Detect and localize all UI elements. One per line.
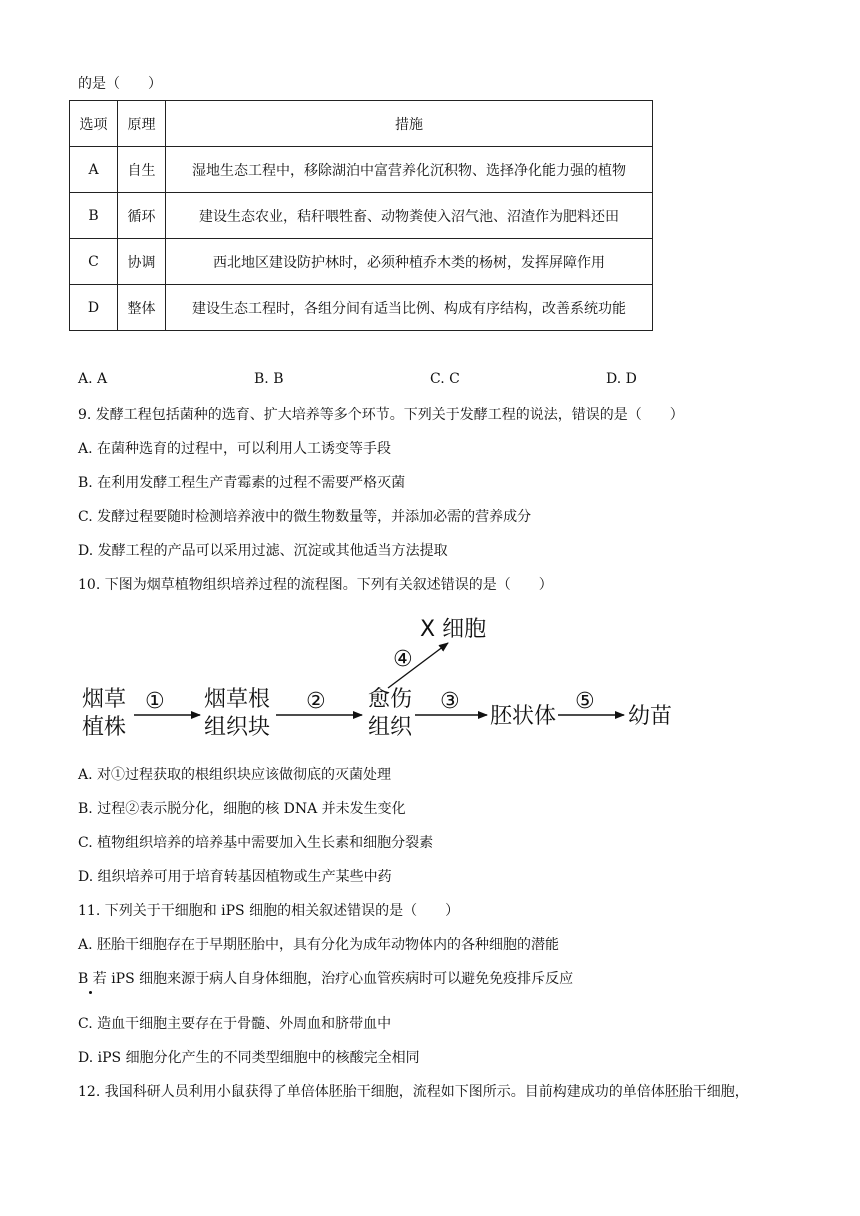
step-3-label: ③ — [440, 689, 460, 714]
q11-option-a: A. 胚胎干细胞存在于早期胚胎中，具有分化为成年动物体内的各种细胞的潜能 — [78, 937, 560, 953]
q11-option-b: B 若 iPS 细胞来源于病人自身体细胞，治疗心血管疾病时可以避免免疫排斥反应 — [78, 971, 574, 987]
table-cell-principle: 循环 — [118, 193, 166, 239]
table-cell-principle: 整体 — [118, 285, 166, 331]
step-5-label: ⑤ — [575, 689, 595, 714]
node-x-cell: X 细胞 — [420, 617, 487, 642]
q10-option-b: B. 过程②表示脱分化，细胞的核 DNA 并未发生变化 — [78, 801, 406, 817]
node-root-tissue-l2: 组织块 — [204, 715, 271, 740]
q10-option-a: A. 对①过程获取的根组织块应该做彻底的灭菌处理 — [78, 767, 392, 783]
table-cell-principle: 自生 — [118, 147, 166, 193]
table-row — [70, 239, 653, 285]
table-row — [70, 285, 653, 331]
table-header-row — [70, 101, 653, 147]
q8-options-table — [69, 100, 653, 331]
table-header-cell: 措施 — [166, 101, 653, 147]
step-1-label: ① — [145, 689, 165, 714]
table-cell-option: C — [70, 239, 118, 285]
table-cell-option: B — [70, 193, 118, 239]
table-cell-measure: 湿地生态工程中，移除湖泊中富营养化沉积物、选择净化能力强的植物 — [166, 147, 653, 193]
q11-stem: 11. 下列关于干细胞和 iPS 细胞的相关叙述错误的是（ ） — [78, 903, 460, 919]
node-embryoid: 胚状体 — [490, 704, 557, 729]
q11-option-c: C. 造血干细胞主要存在于骨髓、外周血和脐带血中 — [78, 1016, 392, 1032]
table-cell-option: D — [70, 285, 118, 331]
flowchart-diagram — [0, 600, 860, 750]
q11-option-d: D. iPS 细胞分化产生的不同类型细胞中的核酸完全相同 — [78, 1050, 420, 1066]
q12-stem: 12. 我国科研人员利用小鼠获得了单倍体胚胎干细胞，流程如下图所示。目前构建成功的单倍体胚胎干细胞， — [78, 1084, 749, 1100]
table-row — [70, 147, 653, 193]
q9-stem: 9. 发酵工程包括菌种的选育、扩大培养等多个环节。下列关于发酵工程的说法，错误的是（ ） — [78, 407, 684, 423]
q10-option-c: C. 植物组织培养的培养基中需要加入生长素和细胞分裂素 — [78, 835, 434, 851]
node-callus-l2: 组织 — [368, 715, 413, 740]
step-4-label: ④ — [393, 647, 413, 672]
q9-option-b: B. 在利用发酵工程生产青霉素的过程不需要严格灭菌 — [78, 475, 406, 491]
q8-choice-b: B. B — [254, 371, 284, 387]
node-tobacco-plant-l2: 植株 — [82, 715, 127, 740]
q8-choice-a: A. A — [78, 371, 108, 387]
table-cell-measure: 西北地区建设防护林时，必须种植乔木类的杨树，发挥屏障作用 — [166, 239, 653, 285]
table-cell-measure: 建设生态农业，秸秆喂牲畜、动物粪使入沼气池、沼渣作为肥料还田 — [166, 193, 653, 239]
table-header-cell: 原理 — [118, 101, 166, 147]
q10-option-d: D. 组织培养可用于培育转基因植物或生产某些中药 — [78, 869, 392, 885]
table-cell-principle: 协调 — [118, 239, 166, 285]
node-callus-l1: 愈伤 — [368, 687, 413, 712]
q8-choice-c: C. C — [430, 371, 460, 387]
q8-choice-d: D. D — [606, 371, 637, 387]
q9-option-c: C. 发酵过程要随时检测培养液中的微生物数量等，并添加必需的营养成分 — [78, 509, 532, 525]
table-row — [70, 193, 653, 239]
q9-option-d: D. 发酵工程的产品可以采用过滤、沉淀或其他适当方法提取 — [78, 543, 448, 559]
table-cell-option: A — [70, 147, 118, 193]
step-2-label: ② — [306, 689, 326, 714]
node-seedling: 幼苗 — [628, 704, 673, 729]
table-header-cell: 选项 — [70, 101, 118, 147]
stray-dot — [89, 991, 92, 994]
node-root-tissue-l1: 烟草根 — [204, 687, 271, 712]
node-tobacco-plant-l1: 烟草 — [82, 687, 127, 712]
q9-option-a: A. 在菌种选育的过程中，可以利用人工诱变等手段 — [78, 441, 392, 457]
q10-stem: 10. 下图为烟草植物组织培养过程的流程图。下列有关叙述错误的是（ ） — [78, 577, 553, 593]
q8-stem-tail: 的是（ ） — [78, 76, 162, 92]
table-cell-measure: 建设生态工程时，各组分间有适当比例、构成有序结构，改善系统功能 — [166, 285, 653, 331]
